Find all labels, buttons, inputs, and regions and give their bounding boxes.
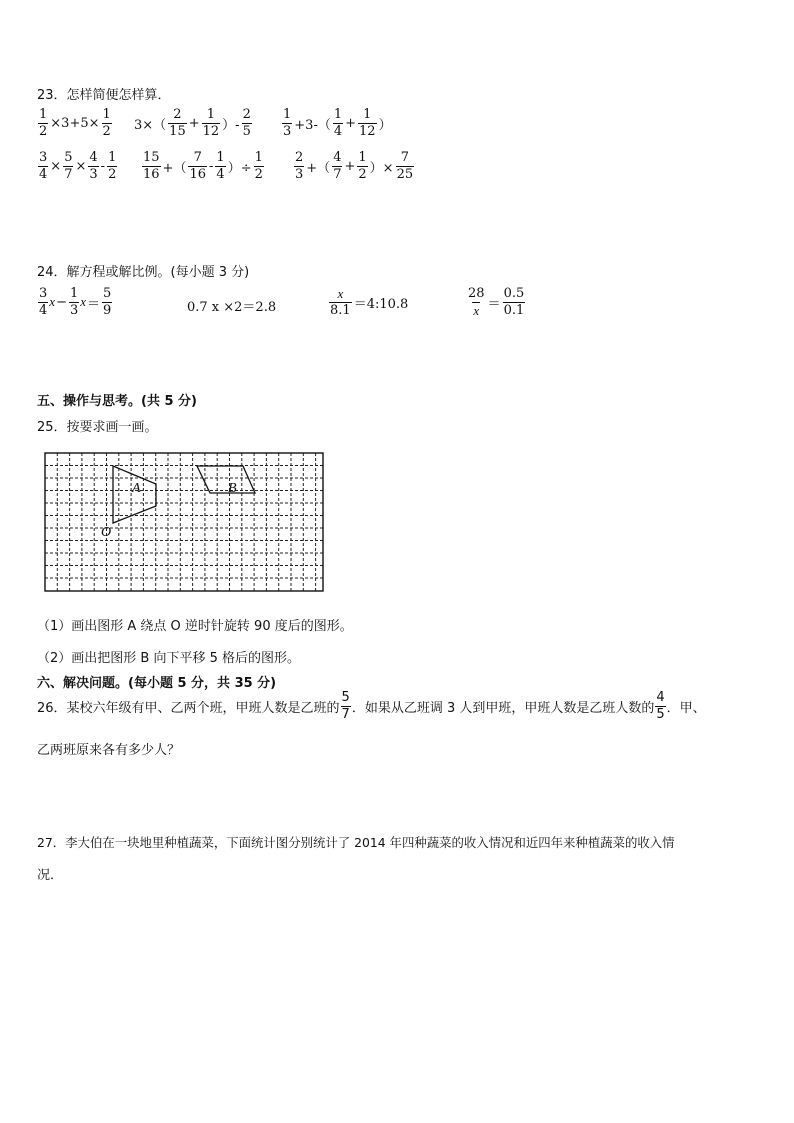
q24-equation-3: $\frac{x}{8.1}$ ＝4:10.8 (330, 286, 409, 318)
fraction: $\frac{1}{2}$ (39, 107, 48, 139)
fraction: $\frac{1}{12}$ (359, 107, 376, 139)
fraction: $\frac{4}{3}$ (89, 150, 98, 182)
fraction: $\frac{5}{7}$ (341, 690, 350, 722)
q27-line-1: 27．李大伯在一块地里种植蔬菜，下面统计图分别统计了 2014 年四种蔬菜的收入情况和近四年来种植蔬菜的收入情 (37, 835, 675, 850)
section-5-heading: 五、操作与思考。(共 5 分) (37, 394, 197, 409)
label-o: O (101, 525, 112, 540)
grid-border (45, 453, 323, 591)
q25-instruction-1: （1）画出图形 A 绕点 O 逆时针旋转 90 度后的图形。 (37, 619, 353, 634)
q24-equation-1: $\frac{3}{4}$ x − $\frac{1}{3}$ x ＝ $\frac{5}{9}$ (39, 286, 112, 318)
fraction: $\frac{1}{4}$ (333, 107, 343, 139)
shape-b (197, 466, 255, 493)
fraction: $\frac{4}{7}$ (333, 150, 342, 182)
fraction: $\frac{7}{25}$ (396, 150, 414, 182)
q23-expr-6: $\frac{2}{3}$ +（ $\frac{4}{7}$ + $\frac{1}{2}$ ）× $\frac{7}{25}$ (295, 150, 414, 182)
fraction: $\frac{4}{5}$ (656, 690, 665, 722)
fraction: $\frac{3}{4}$ (39, 150, 48, 182)
fraction: $\frac{1}{2}$ (102, 107, 111, 139)
fraction: $\frac{5}{7}$ (64, 150, 73, 182)
q26-line-2: 乙两班原来各有多少人？ (37, 743, 181, 758)
section-6-heading: 六、解决问题。(每小题 5 分，共 35 分) (37, 676, 277, 691)
fraction: $\frac{15}{16}$ (143, 150, 160, 182)
q23-expr-1: $\frac{1}{2}$ ×3+5× $\frac{1}{2}$ (39, 107, 111, 139)
fraction: $\frac{2}{15}$ (169, 107, 186, 139)
fraction: $\frac{28}{x}$ (468, 286, 485, 318)
q23-expr-2: 3×（ $\frac{2}{15}$ + $\frac{1}{12}$ ）- $\frac{2}{5}$ (134, 107, 251, 139)
q23-expr-5: $\frac{15}{16}$ +（ $\frac{7}{16}$ - $\frac{1}{4}$ ）÷ $\frac{1}{2}$ (143, 150, 263, 182)
fraction: $\frac{7}{16}$ (189, 150, 206, 182)
q27-line-2: 况． (37, 868, 64, 883)
fraction: $\frac{1}{3}$ (69, 286, 79, 318)
fraction: $\frac{1}{2}$ (108, 150, 117, 182)
q23-expr-3: $\frac{1}{3}$ +3-（ $\frac{1}{4}$ + $\frac{1}{12}$ ） (283, 107, 392, 139)
fraction: $\frac{2}{5}$ (242, 107, 251, 139)
fraction: $\frac{5}{9}$ (103, 286, 112, 318)
q24-title: 24．解方程或解比例。(每小题 3 分) (37, 265, 250, 280)
fraction: $\frac{1}{3}$ (283, 107, 292, 139)
q26-line-1: 26．某校六年级有甲、乙两个班，甲班人数是乙班的 $\frac{5}{7}$ ．如果从乙班调 3 人到甲班，甲班人数是乙班人数的 $\frac{4}{5}$ ．甲、 (37, 690, 706, 722)
q23-title: 23．怎样简便怎样算． (37, 88, 171, 103)
label-a: A (132, 481, 141, 496)
fraction: $\frac{0.5}{0.1}$ (503, 286, 525, 318)
label-b: B (228, 481, 237, 496)
q25-title: 25．按要求画一画。 (37, 420, 158, 435)
grid-lines (45, 453, 323, 591)
q23-expr-4: $\frac{3}{4}$ × $\frac{5}{7}$ × $\frac{4}{3}$ - $\frac{1}{2}$ (39, 150, 117, 182)
fraction: $\frac{1}{2}$ (254, 150, 263, 182)
q25-instruction-2: （2）画出把图形 B 向下平移 5 格后的图形。 (37, 651, 300, 666)
fraction: $\frac{1}{4}$ (216, 150, 225, 182)
q24-equation-2: 0.7 x ×2＝2.8 (187, 300, 277, 315)
fraction: $\frac{3}{4}$ (39, 286, 48, 318)
grid-figure (40, 448, 330, 596)
fraction: $\frac{1}{2}$ (358, 150, 367, 182)
fraction: $\frac{2}{3}$ (295, 150, 304, 182)
q24-equation-4: $\frac{28}{x}$ ＝ $\frac{0.5}{0.1}$ (468, 286, 525, 318)
fraction: $\frac{x}{8.1}$ (330, 286, 351, 318)
fraction: $\frac{1}{12}$ (202, 107, 220, 139)
